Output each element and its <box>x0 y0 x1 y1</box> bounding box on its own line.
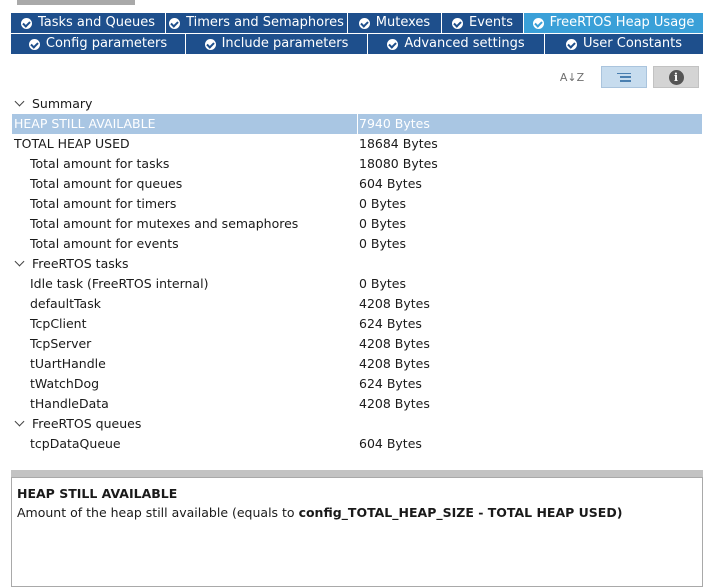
list-view-button[interactable] <box>601 66 647 88</box>
group-label-text: Summary <box>32 96 93 111</box>
tab-include-parameters[interactable] <box>186 34 368 54</box>
description-title: HEAP STILL AVAILABLE <box>17 486 178 501</box>
description-text-prefix: Amount of the heap still available (equals to <box>17 505 299 520</box>
row-name: Total amount for timers <box>30 196 177 211</box>
table-row[interactable] <box>12 374 702 394</box>
row-name: Total amount for queues <box>30 176 183 191</box>
description-panel <box>11 477 703 587</box>
check-icon <box>205 39 216 50</box>
row-value: 18080 Bytes <box>359 156 438 171</box>
group-label <box>16 94 92 114</box>
row-value: 604 Bytes <box>359 436 422 451</box>
table-row[interactable] <box>12 154 702 174</box>
table-row[interactable] <box>12 294 702 314</box>
tab-row-2 <box>11 34 703 54</box>
chevron-down-icon[interactable] <box>15 97 25 107</box>
tab-tasks-and-queues[interactable] <box>11 13 166 33</box>
tab-label: Include parameters <box>221 36 349 51</box>
row-value: 0 Bytes <box>359 236 407 251</box>
description-text-bold: config_TOTAL_HEAP_SIZE - TOTAL HEAP USED) <box>298 505 623 520</box>
check-icon <box>566 39 577 50</box>
tab-label: Mutexes <box>375 15 431 30</box>
tree-group-row[interactable] <box>12 94 702 114</box>
table-row[interactable] <box>12 394 702 414</box>
check-icon <box>169 18 180 29</box>
row-name: TcpClient <box>30 316 87 331</box>
description-text <box>17 505 697 520</box>
tab-config-parameters[interactable] <box>11 34 186 54</box>
row-name: Total amount for events <box>30 236 179 251</box>
check-icon <box>533 18 544 29</box>
check-icon <box>29 39 40 50</box>
table-row[interactable] <box>12 274 702 294</box>
row-name: Idle task (FreeRTOS internal) <box>30 276 209 291</box>
table-row[interactable] <box>12 234 702 254</box>
sort-az-icon: A↓Z <box>559 70 585 84</box>
tab-freertos-heap-usage[interactable] <box>524 13 703 33</box>
check-icon <box>21 18 32 29</box>
table-row[interactable] <box>12 214 702 234</box>
chevron-down-icon[interactable] <box>15 417 25 427</box>
check-icon <box>359 18 370 29</box>
tab-events[interactable] <box>442 13 524 33</box>
info-button[interactable] <box>653 66 699 88</box>
table-row[interactable] <box>12 174 702 194</box>
row-value: 4208 Bytes <box>359 396 430 411</box>
row-name: tWatchDog <box>30 376 100 391</box>
row-name: defaultTask <box>30 296 101 311</box>
row-value: 0 Bytes <box>359 276 407 291</box>
row-value: 604 Bytes <box>359 176 422 191</box>
row-value: 7940 Bytes <box>359 114 430 134</box>
row-value: 4208 Bytes <box>359 296 430 311</box>
row-name: tcpDataQueue <box>30 436 121 451</box>
row-name: tHandleData <box>30 396 109 411</box>
check-icon <box>452 18 463 29</box>
tab-label: Events <box>468 15 513 30</box>
row-value: 0 Bytes <box>359 216 407 231</box>
sort-az-button[interactable] <box>560 66 584 88</box>
tab-label: FreeRTOS Heap Usage <box>549 15 695 30</box>
panel-splitter[interactable] <box>11 470 703 477</box>
table-row[interactable] <box>12 114 702 134</box>
group-label <box>16 414 141 434</box>
row-name: HEAP STILL AVAILABLE <box>14 116 156 131</box>
tab-mutexes[interactable] <box>348 13 442 33</box>
table-row[interactable] <box>12 434 702 454</box>
row-name: Total amount for tasks <box>30 156 170 171</box>
list-icon <box>617 73 631 82</box>
tab-label: Advanced settings <box>404 36 525 51</box>
group-label-text: FreeRTOS tasks <box>32 256 129 271</box>
table-row[interactable] <box>12 334 702 354</box>
row-name: Total amount for mutexes and semaphores <box>30 216 299 231</box>
row-value: 0 Bytes <box>359 196 407 211</box>
top-strip <box>0 0 714 13</box>
tab-user-constants[interactable] <box>545 34 703 54</box>
table-row[interactable] <box>12 194 702 214</box>
row-value: 624 Bytes <box>359 376 422 391</box>
row-value: 18684 Bytes <box>359 136 438 151</box>
window-grip[interactable] <box>17 0 135 5</box>
row-name: TOTAL HEAP USED <box>14 136 130 151</box>
tab-advanced-settings[interactable] <box>368 34 545 54</box>
group-label-text: FreeRTOS queues <box>32 416 142 431</box>
row-name: tUartHandle <box>30 356 106 371</box>
check-icon <box>387 39 398 50</box>
table-row[interactable] <box>12 134 702 154</box>
tab-label: Config parameters <box>45 36 168 51</box>
tab-label: Timers and Semaphores <box>186 15 344 30</box>
info-icon: i <box>669 70 684 85</box>
row-name: TcpServer <box>30 336 92 351</box>
tab-label: User Constants <box>583 36 682 51</box>
group-label <box>16 254 129 274</box>
table-row[interactable] <box>12 354 702 374</box>
tree-group-row[interactable] <box>12 254 702 274</box>
tab-timers-and-semaphores[interactable] <box>166 13 348 33</box>
tab-label: Tasks and Queues <box>37 15 156 30</box>
tab-row-1 <box>11 13 703 33</box>
row-value: 4208 Bytes <box>359 356 430 371</box>
row-value: 4208 Bytes <box>359 336 430 351</box>
row-value: 624 Bytes <box>359 316 422 331</box>
heap-tree-table <box>12 94 702 454</box>
table-row[interactable] <box>12 314 702 334</box>
tree-group-row[interactable] <box>12 414 702 434</box>
chevron-down-icon[interactable] <box>15 257 25 267</box>
